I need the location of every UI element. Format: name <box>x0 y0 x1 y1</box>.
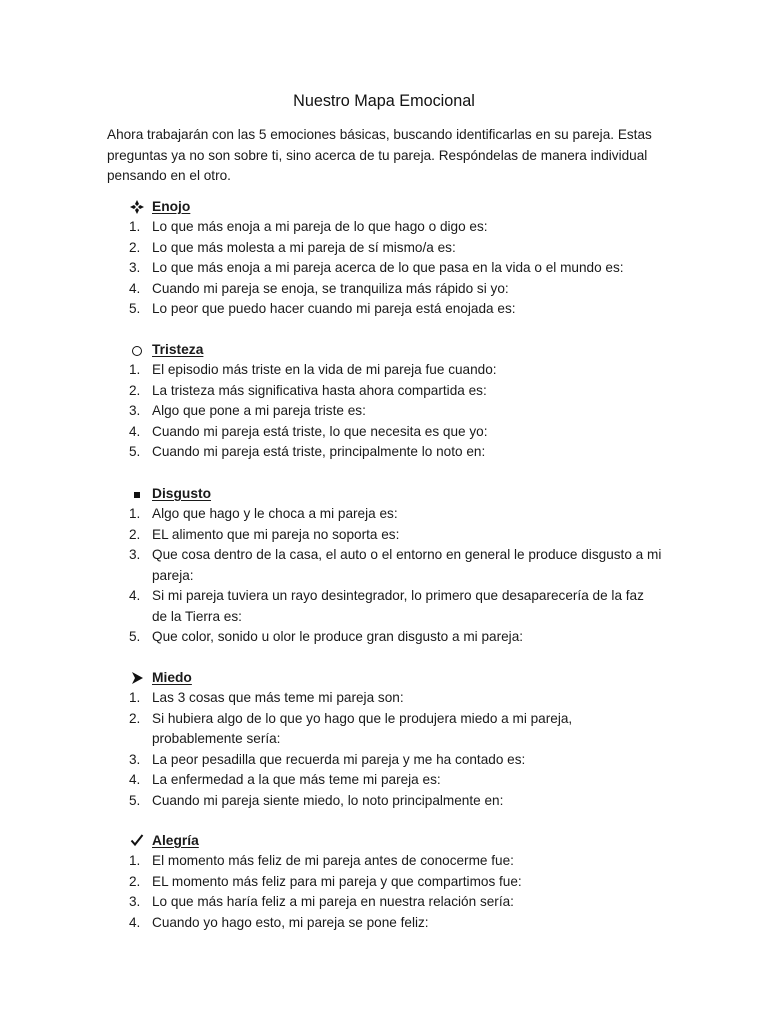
square-bullet-icon <box>129 483 145 504</box>
item-number: 2. <box>129 526 141 542</box>
list-item <box>107 401 667 422</box>
item-text: Lo que más haría feliz a mi pareja en nuestra relación sería: <box>152 894 514 909</box>
list-item <box>107 279 667 300</box>
section-enojo <box>107 196 667 320</box>
item-text: Que color, sonido u olor le produce gran disgusto a mi pareja: <box>152 629 524 644</box>
item-text: Que cosa dentro de la casa, el auto o el entorno en general le produce disgusto a mi pareja: <box>152 547 662 583</box>
list-item <box>107 750 667 771</box>
list-item <box>107 422 667 443</box>
item-text: Si mi pareja tuviera un rayo desintegrador, lo primero que desaparecería de la faz de la Tierra es: <box>152 588 644 624</box>
item-text: Cuando mi pareja está triste, lo que necesita es que yo: <box>152 423 488 439</box>
item-text: La peor pesadilla que recuerda mi pareja y me ha contado es: <box>152 751 526 767</box>
list-item <box>107 770 667 791</box>
list-item <box>107 299 667 320</box>
item-number: 4. <box>129 772 141 787</box>
item-number: 3. <box>129 894 141 909</box>
question-list <box>107 360 667 463</box>
section-disgusto <box>107 483 667 648</box>
intro-paragraph: Ahora trabajarán con las 5 emociones básicas, buscando identificarlas en su pareja. Estas preguntas ya no son sobre ti, sino acerca de tu pareja. Respóndelas de manera individual pensando en el otro. <box>107 127 652 183</box>
checkmark-bullet-icon <box>129 830 145 853</box>
list-item <box>107 627 667 648</box>
item-text: Lo que más enoja a mi pareja de lo que hago o digo es: <box>152 219 488 234</box>
item-number: 1. <box>129 506 141 521</box>
list-item <box>107 851 667 872</box>
item-number: 1. <box>129 362 141 377</box>
item-number: 5. <box>129 301 141 316</box>
item-number: 3. <box>129 260 141 275</box>
item-text: La enfermedad a la que más teme mi pareja es: <box>152 772 441 787</box>
list-item <box>107 872 667 893</box>
item-number: 5. <box>129 629 141 644</box>
section-heading <box>107 339 667 360</box>
item-text: Las 3 cosas que más teme mi pareja son: <box>152 690 404 705</box>
item-number: 4. <box>129 423 141 439</box>
item-number: 5. <box>129 444 141 459</box>
item-text: EL alimento que mi pareja no soporta es: <box>152 526 400 542</box>
list-item <box>107 217 667 238</box>
item-number: 5. <box>129 792 141 808</box>
list-item <box>107 238 667 259</box>
item-text: Si hubiera algo de lo que yo hago que le produjera miedo a mi pareja, probablemente sería: <box>152 710 573 746</box>
section-heading <box>107 830 667 851</box>
item-text: La tristeza más significativa hasta ahora compartida es: <box>152 382 487 398</box>
item-text: Lo peor que puedo hacer cuando mi pareja está enojada es: <box>152 301 516 316</box>
question-list <box>107 851 667 933</box>
list-item <box>107 913 667 934</box>
list-item <box>107 791 667 812</box>
list-item <box>107 504 667 525</box>
item-number: 2. <box>129 873 141 889</box>
item-number: 2. <box>129 710 141 726</box>
item-text: Algo que hago y le choca a mi pareja es: <box>152 506 398 521</box>
item-text: Cuando yo hago esto, mi pareja se pone feliz: <box>152 914 429 930</box>
item-number: 2. <box>129 239 141 255</box>
section-heading <box>107 667 667 688</box>
list-item <box>107 892 667 913</box>
item-number: 1. <box>129 219 141 234</box>
question-list <box>107 217 667 320</box>
item-text: El momento más feliz de mi pareja antes de conocerme fue: <box>152 853 514 868</box>
item-text: Lo que más molesta a mi pareja de sí mismo/a es: <box>152 239 456 255</box>
section-heading <box>107 196 667 217</box>
question-list <box>107 504 667 648</box>
item-text: Lo que más enoja a mi pareja acerca de lo que pasa en la vida o el mundo es: <box>152 260 624 275</box>
item-number: 3. <box>129 751 141 767</box>
list-item <box>107 709 667 750</box>
section-miedo <box>107 667 667 811</box>
item-number: 3. <box>129 403 141 418</box>
item-text: El episodio más triste en la vida de mi pareja fue cuando: <box>152 362 497 377</box>
item-text: Algo que pone a mi pareja triste es: <box>152 403 366 418</box>
circle-bullet-icon <box>129 339 145 362</box>
list-item <box>107 442 667 463</box>
section-title: Alegría <box>152 833 199 848</box>
section-title: Disgusto <box>152 486 212 501</box>
list-item <box>107 381 667 402</box>
item-text: Cuando mi pareja siente miedo, lo noto principalmente en: <box>152 792 504 808</box>
list-item <box>107 586 667 627</box>
item-number: 2. <box>129 382 141 398</box>
item-number: 4. <box>129 280 141 296</box>
section-tristeza <box>107 339 667 463</box>
list-item <box>107 360 667 381</box>
section-title: Enojo <box>152 199 191 214</box>
list-item <box>107 525 667 546</box>
item-number: 1. <box>129 690 141 705</box>
list-item <box>107 545 667 586</box>
item-text: EL momento más feliz para mi pareja y que compartimos fue: <box>152 873 522 889</box>
item-number: 4. <box>129 588 141 603</box>
section-title: Miedo <box>152 670 192 685</box>
list-item <box>107 258 667 279</box>
section-title: Tristeza <box>152 342 204 357</box>
section-alegria <box>107 830 667 933</box>
question-list <box>107 688 667 811</box>
item-text: Cuando mi pareja está triste, principalmente lo noto en: <box>152 444 486 459</box>
list-item <box>107 688 667 709</box>
item-number: 1. <box>129 853 141 868</box>
item-number: 3. <box>129 547 141 562</box>
item-text: Cuando mi pareja se enoja, se tranquiliza más rápido si yo: <box>152 280 509 296</box>
section-heading <box>107 483 667 504</box>
item-number: 4. <box>129 914 141 930</box>
document-title: Nuestro Mapa Emocional <box>293 92 475 110</box>
